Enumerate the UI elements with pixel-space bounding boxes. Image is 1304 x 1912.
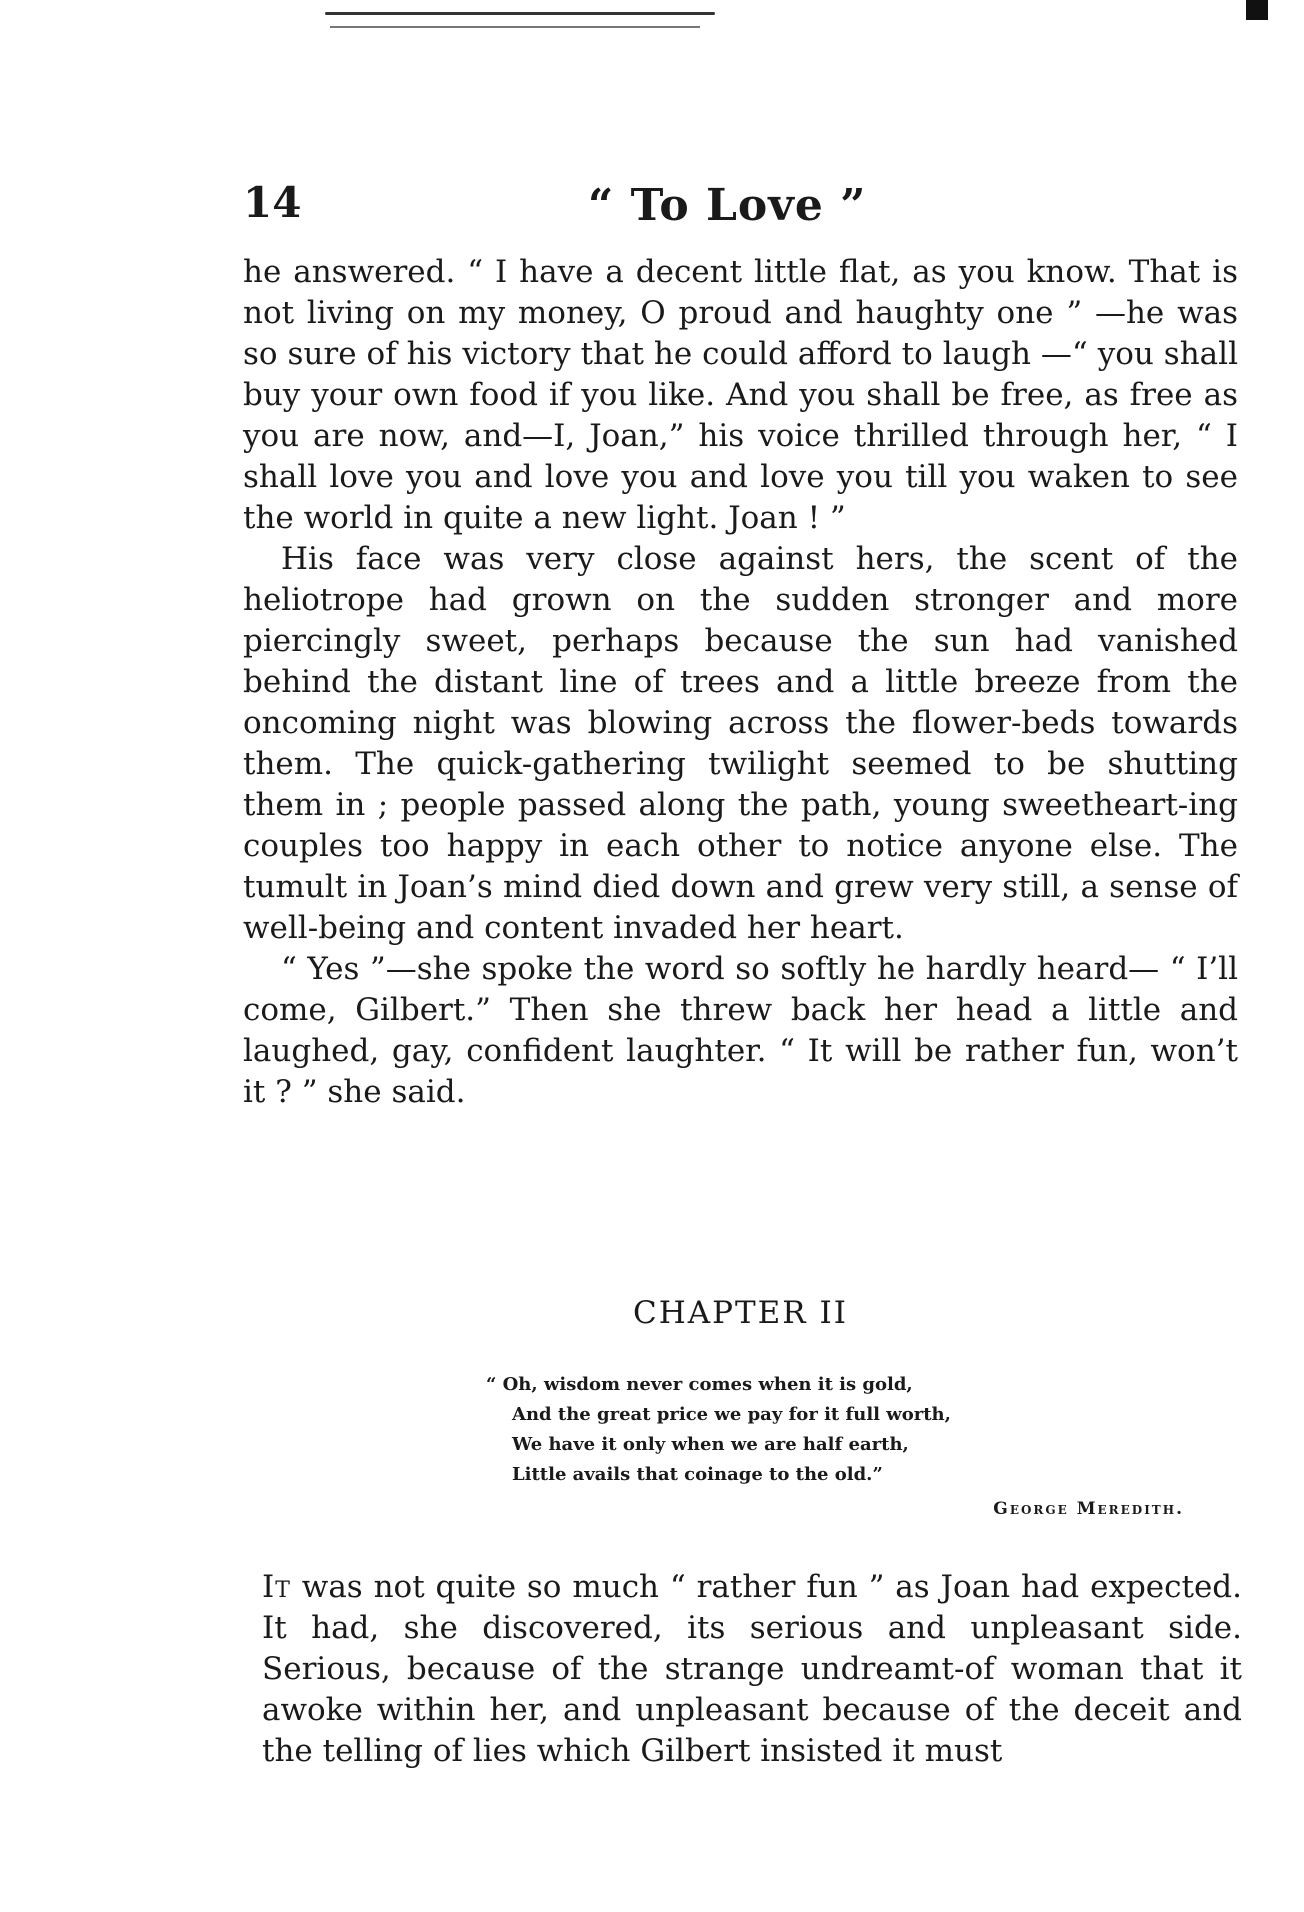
paragraph-3: “ Yes ”—she spoke the word so softly he hardly heard— “ I’ll come, Gilbert.” Then she threw back her head a little and laughed, gay, confident laughter. “ It will be rather fun, won’t it ? ” she said. (243, 951, 1238, 1110)
page-number: 14 (243, 178, 302, 227)
chapter-opening-paragraph (262, 1567, 1242, 1772)
top-rule (325, 12, 715, 15)
top-rule-secondary (330, 26, 700, 28)
body-text (243, 252, 1238, 1113)
epigraph-line: “ Oh, wisdom never comes when it is gold, (486, 1374, 913, 1395)
opening-word: It (262, 1569, 291, 1605)
epigraph (486, 1370, 1186, 1524)
corner-mark (1246, 0, 1268, 20)
paragraph-2: His face was very close against hers, the scent of the heliotrope had grown on the sudden stronger and more piercingly sweet, perhaps because the sun had vanished behind the distant line of trees and a little breeze from the oncoming night was blowing across the flower-beds towards them. The quick-gathering twilight seemed to be shutting them in ; people passed along the path, young sweetheart-ing couples too happy in each other to notice anyone else. The tumult in Joan’s mind died down and grew very still, a sense of well-being and content invaded her heart. (243, 541, 1238, 946)
opening-text: was not quite so much “ rather fun ” as Joan had expected. It had, she discovered, its serious and unpleasant side. Serious, because of the strange undreamt-of woman that it awoke within her, and unpleasant because of the deceit and the telling of lies which Gilbert insisted it must (262, 1569, 1242, 1769)
chapter-text (262, 1567, 1242, 1772)
running-title: “ To Love ” (588, 180, 867, 231)
epigraph-line: We have it only when we are half earth, (512, 1434, 909, 1455)
epigraph-line: And the great price we pay for it full worth, (512, 1404, 951, 1425)
page-header (243, 168, 1233, 238)
chapter-heading: CHAPTER II (633, 1295, 848, 1331)
epigraph-attribution: George Meredith. (993, 1499, 1184, 1519)
epigraph-line: Little avails that coinage to the old.” (512, 1464, 883, 1485)
paragraph-1: he answered. “ I have a decent little flat, as you know. That is not living on my money, O proud and haughty one ” —he was so sure of his victory that he could afford to laugh —“ you shall buy your own food if you like. And you shall be free, as free as you are now, and—I, Joan,” his voice thrilled through her, “ I shall love you and love you and love you till you waken to see the world in quite a new light. Joan ! ” (243, 254, 1238, 536)
